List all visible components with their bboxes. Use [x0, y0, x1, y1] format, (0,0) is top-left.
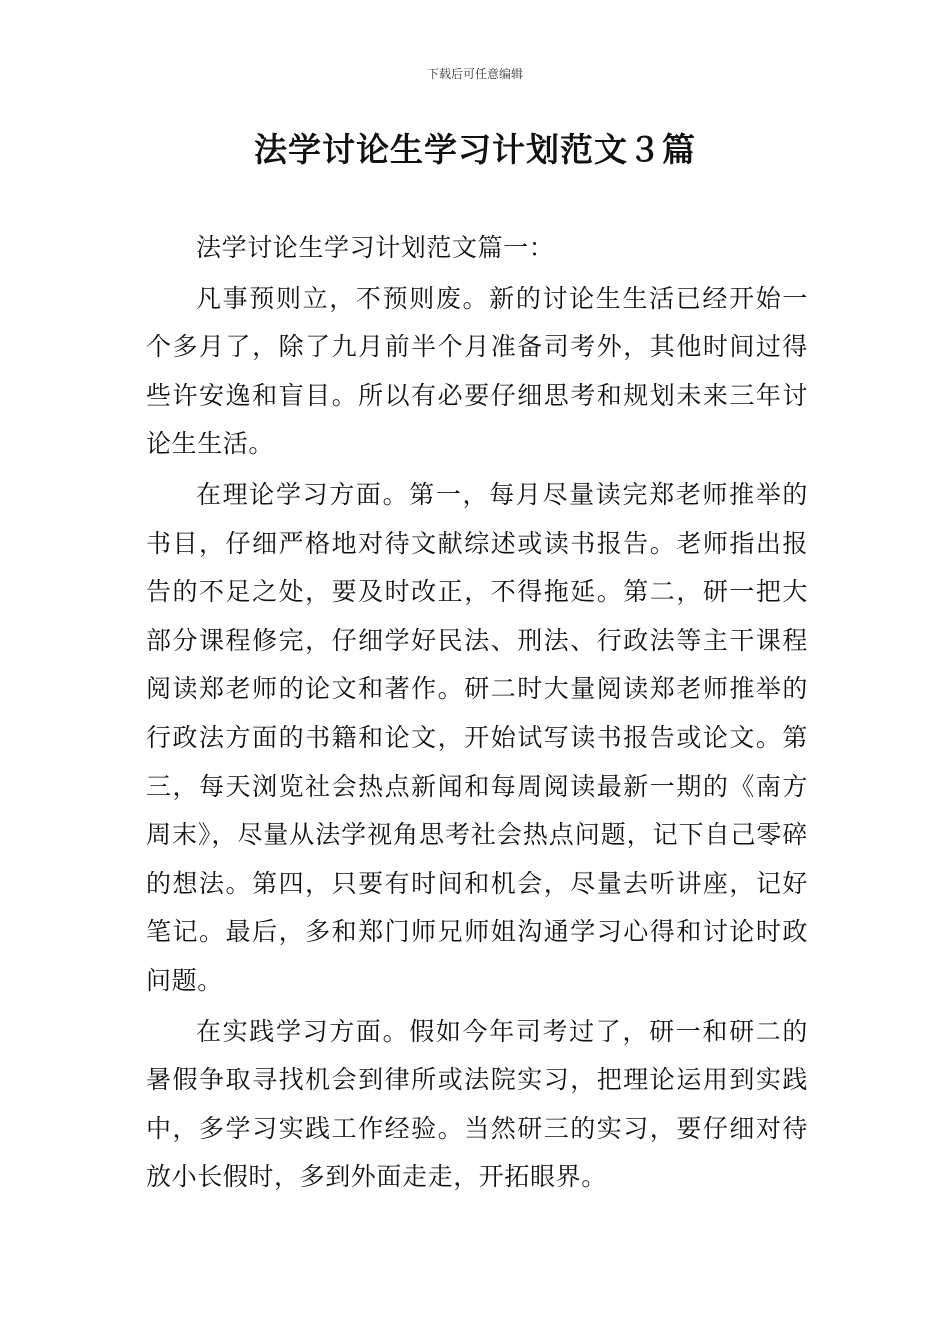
body-paragraph: 在实践学习方面。假如今年司考过了，研一和研二的暑假争取寻找机会到律所或法院实习，把理论运用到实践中，多学习实践工作经验。当然研三的实习，要仔细对待放小长假时，多到外面走走，开拓眼界。 — [146, 1016, 808, 1192]
section-heading: 法学讨论生学习计划范文篇一： — [196, 233, 555, 262]
page-header-note: 下载后可任意编辑 — [426, 67, 523, 81]
body-paragraph: 凡事预则立，不预则废。新的讨论生生活已经开始一个多月了，除了九月前半个月准备司考外，其他时间过得些许安逸和盲目。所以有必要仔细思考和规划未来三年讨论生生活。 — [146, 283, 808, 459]
document-body — [146, 224, 808, 1202]
document-title: 法学讨论生学习计划范文３篇 — [254, 130, 696, 169]
body-paragraph: 在理论学习方面。第一，每月尽量读完郑老师推举的书目，仔细严格地对待文献综述或读书报告。老师指出报告的不足之处，要及时改正，不得拖延。第二，研一把大部分课程修完，仔细学好民法、刑法、行政法等主干课程阅读郑老师的论文和著作。研二时大量阅读郑老师推举的行政法方面的书籍和论文，开始试写读书报告或论文。第三，每天浏览社会热点新闻和每周阅读最新一期的《南方周末》，尽量从法学视角思考社会热点问题，记下自己零碎的想法。第四，只要有时间和机会，尽量去听讲座，记好笔记。最后，多和郑门师兄师姐沟通学习心得和讨论时政问题。 — [146, 479, 808, 995]
